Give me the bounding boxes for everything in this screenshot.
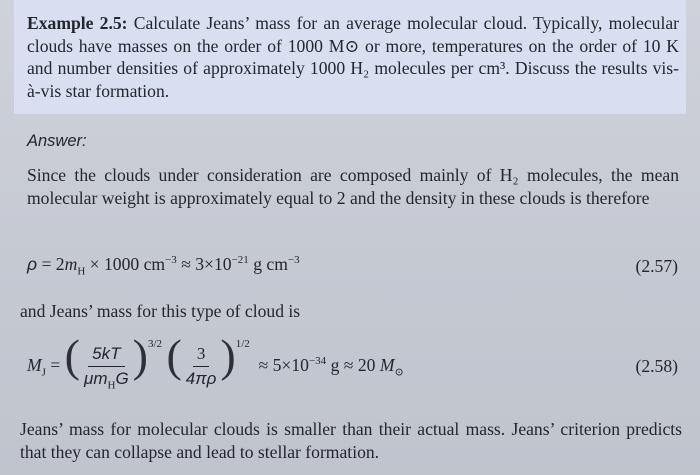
answer-paragraph-1: Since the clouds under consideration are composed mainly of H₂ molecules, the mean molecular weight is approximately equal to 2 and the density in these clouds is therefore — [27, 165, 679, 208]
equation-number-2-57: (2.57) — [635, 256, 678, 276]
example-body: Calculate Jeans’ mass for an average molecular cloud. Typically, molecular clouds have masses on the order of 1000 M⊙ or more, temperatures on the order of 10 K and number densities of approximately 1000 H₂ molecules per cm³. Discuss the results vis-à-vis star formation. — [27, 13, 679, 101]
answer-paragraph-2: and Jeans’ mass for this type of cloud is — [20, 301, 301, 321]
equation-2-57: $\rho = 2m_H \times 1000$ $cm^{-3} \approx 3\times 10^{-21}$ g $cm^{-3}$ — [27, 254, 300, 278]
equation-2-58: $M_J$ = ( $\frac{5kT}{\mu m_HG}$ )$^{3/2}$ ( $\frac{3}{4\pi\rho}$ )$^{1/2} \approx 5\times 10^{-34}$ g ≈ 20 $M_⊙$ — [27, 330, 404, 392]
example-label: Example 2.5: — [27, 13, 128, 33]
equation-number-2-58: (2.58) — [635, 356, 678, 376]
answer-heading: Answer: — [27, 132, 87, 150]
example-statement — [27, 12, 679, 102]
answer-paragraph-3: Jeans’ mass for molecular clouds is smaller than their actual mass. Jeans’ criterion predicts that they can collapse and lead to stellar formation. — [20, 419, 682, 462]
